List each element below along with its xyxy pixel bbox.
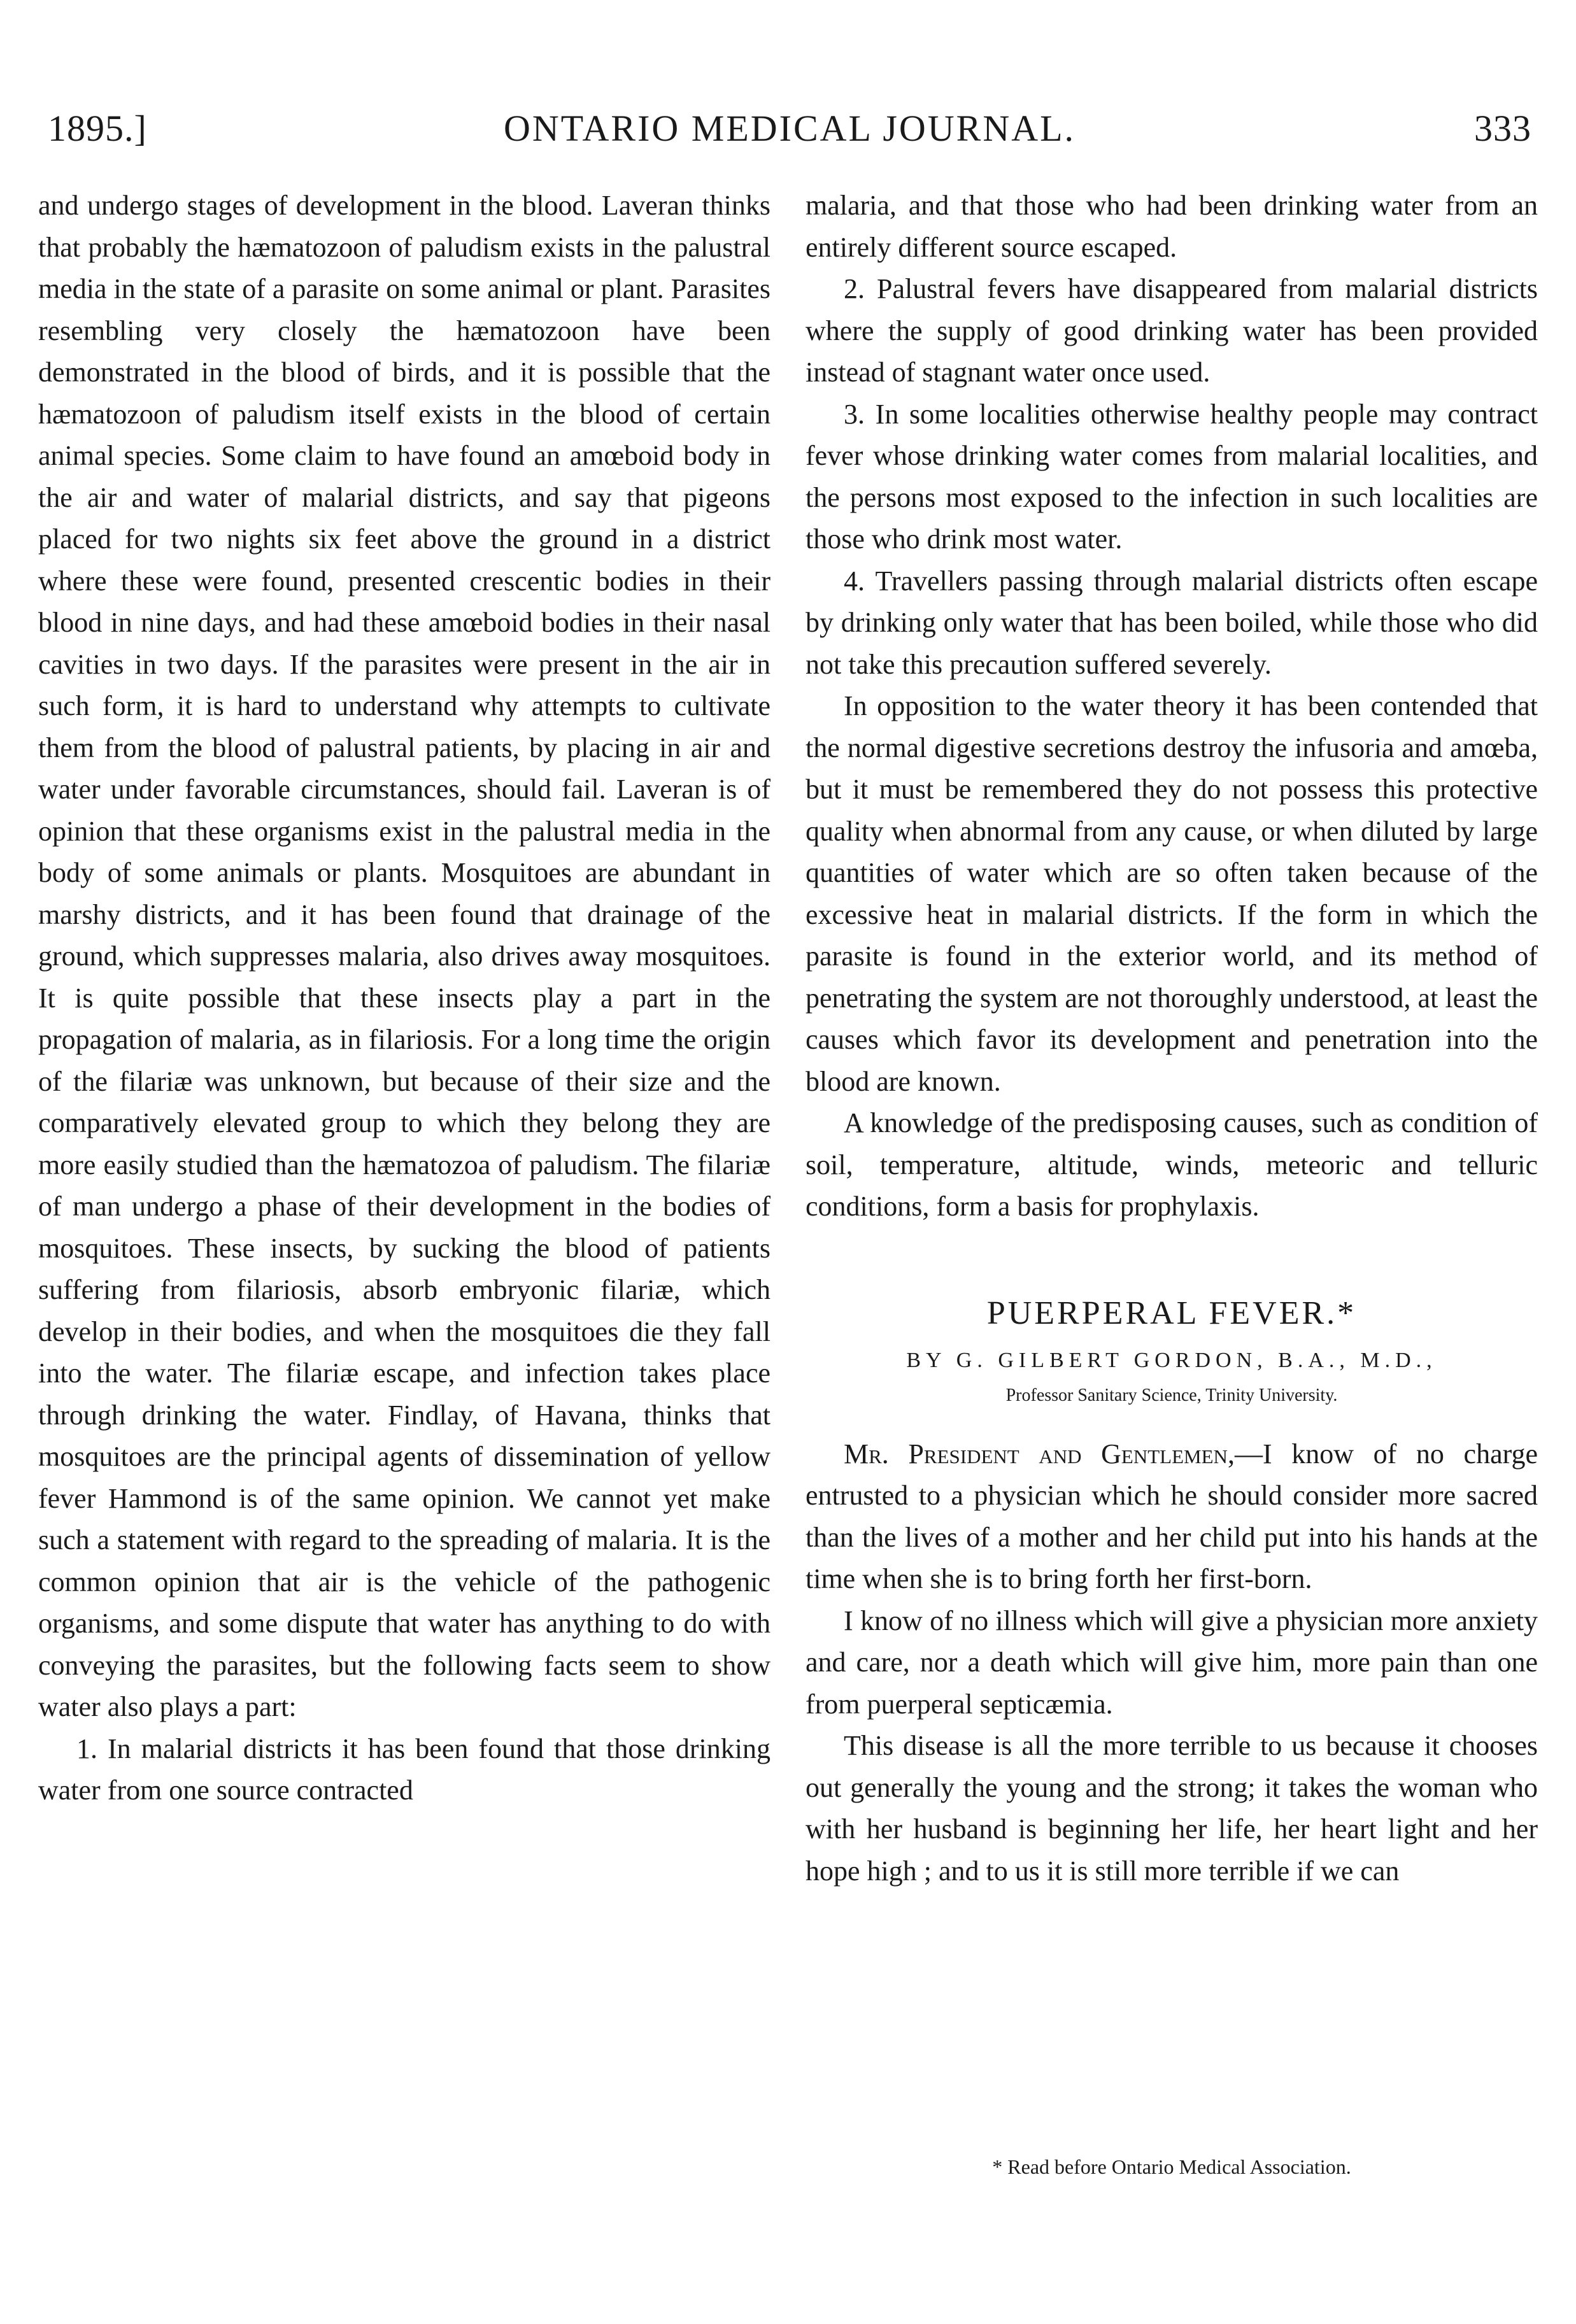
- salutation: Mr. President and Gentlemen,: [844, 1438, 1235, 1470]
- article-paragraph-1: [806, 1433, 1538, 1600]
- right-paragraph-1: malaria, and that those who had been drinking water from an entirely different source escaped.: [806, 190, 1538, 263]
- right-column: [806, 185, 1538, 1892]
- right-paragraph-4: 4. Travellers passing through malarial districts often escape by drinking only water that has been boiled, while those who did not take this precaution suffered severely.: [806, 565, 1538, 680]
- right-paragraph-6: A knowledge of the predisposing causes, such as condition of soil, temperature, altitude, winds, meteoric and telluric conditions, form a basis for prophylaxis.: [806, 1107, 1538, 1222]
- header-year: 1895.]: [48, 108, 147, 149]
- journal-title: ONTARIO MEDICAL JOURNAL.: [503, 108, 1076, 149]
- article-paragraph-2: I know of no illness which will give a physician more anxiety and care, nor a death which will give him, more pain than one from puerperal septicæmia.: [806, 1605, 1538, 1720]
- author-affiliation: Professor Sanitary Science, Trinity University.: [1005, 1385, 1338, 1405]
- left-paragraph-2: 1. In malarial districts it has been found that those drinking water from one source contracted: [38, 1732, 770, 1806]
- article-paragraph-3: This disease is all the more terrible to us because it chooses out generally the young and the strong; it takes the woman who with her husband is beginning her life, her heart light and her hope high ; and to us it is still more terrible if we can: [806, 1730, 1538, 1887]
- right-paragraph-3: 3. In some localities otherwise healthy people may contract fever whose drinking water comes from malarial localities, and the persons most exposed to the infection in such localities are those who drink most water.: [806, 398, 1538, 555]
- right-paragraph-5: In opposition to the water theory it has been contended that the normal digestive secretions destroy the infusoria and amœba, but it must be remembered they do not possess this protective quality when abnormal from any cause, or when diluted by large quantities of water which are so often taken because of the excessive heat in malarial districts. If the form in which the parasite is found in the exterior world, and its method of penetrating the system are not thoroughly understood, at least the causes which favor its development and penetration into the blood are known.: [806, 690, 1538, 1097]
- article-title: PUERPERAL FEVER.*: [986, 1294, 1357, 1331]
- page-header: [48, 107, 1531, 158]
- article-paragraph-1-text: —I know of no charge entrusted to a physician which he should consider more sacred than the lives of a mother and her child put into his hands at the time when she is to bring forth her first-born.: [806, 1438, 1538, 1594]
- footnote: * Read before Ontario Medical Association.: [992, 2155, 1351, 2178]
- article-byline: BY G. GILBERT GORDON, B.A., M.D.,: [906, 1348, 1437, 1372]
- right-paragraph-2: 2. Palustral fevers have disappeared from malarial districts where the supply of good drinking water has been provided instead of stagnant water once used.: [806, 273, 1538, 388]
- left-column: [38, 185, 770, 1811]
- left-paragraph-1: and undergo stages of development in the blood. Laveran thinks that probably the hæmatozoon of paludism exists in the palustral media in the state of a parasite on some animal or plant. Parasites resembling very closely the hæmatozoon have been demonstrated in the blood of birds, and it is possible that the hæmatozoon of paludism itself exists in the blood of certain animal species. Some claim to have found an amœboid body in the air and water of malarial districts, and say that pigeons placed for two nights six feet above the ground in a district where these were found, presented crescentic bodies in their blood in nine days, and had these amœboid bodies in their nasal cavities in two days. If the parasites were present in the air in such form, it is hard to understand why attempts to cultivate them from the blood of palustral patients, by placing in air and water under favorable circumstances, should fail. Laveran is of opinion that these organisms exist in the palustral media in the body of some animals or plants. Mosquitoes are abundant in marshy districts, and it has been found that drainage of the ground, which suppresses malaria, also drives away mosquitoes. It is quite possible that these insects play a part in the propagation of malaria, as in filariosis. For a long time the origin of the filariæ was unknown, but because of their size and the comparatively elevated group to which they belong they are more easily studied than the hæmatozoa of paludism. The filariæ of man undergo a phase of their development in the bodies of mosquitoes. These insects, by sucking the blood of patients suffering from filariosis, absorb embryonic filariæ, which develop in their bodies, and when the mosquitoes die they fall into the water. The filariæ escape, and infection takes place through drinking the water. Findlay, of Havana, thinks that mosquitoes are the principal agents of dissemination of yellow fever Hammond is of the same opinion. We cannot yet make such a statement with regard to the spreading of malaria. It is the common opinion that air is the vehicle of the pathogenic organisms, and some dispute that water has anything to do with conveying the parasites, but the following facts seem to show water also plays a part:: [38, 190, 770, 1722]
- page-number: 333: [1474, 108, 1531, 149]
